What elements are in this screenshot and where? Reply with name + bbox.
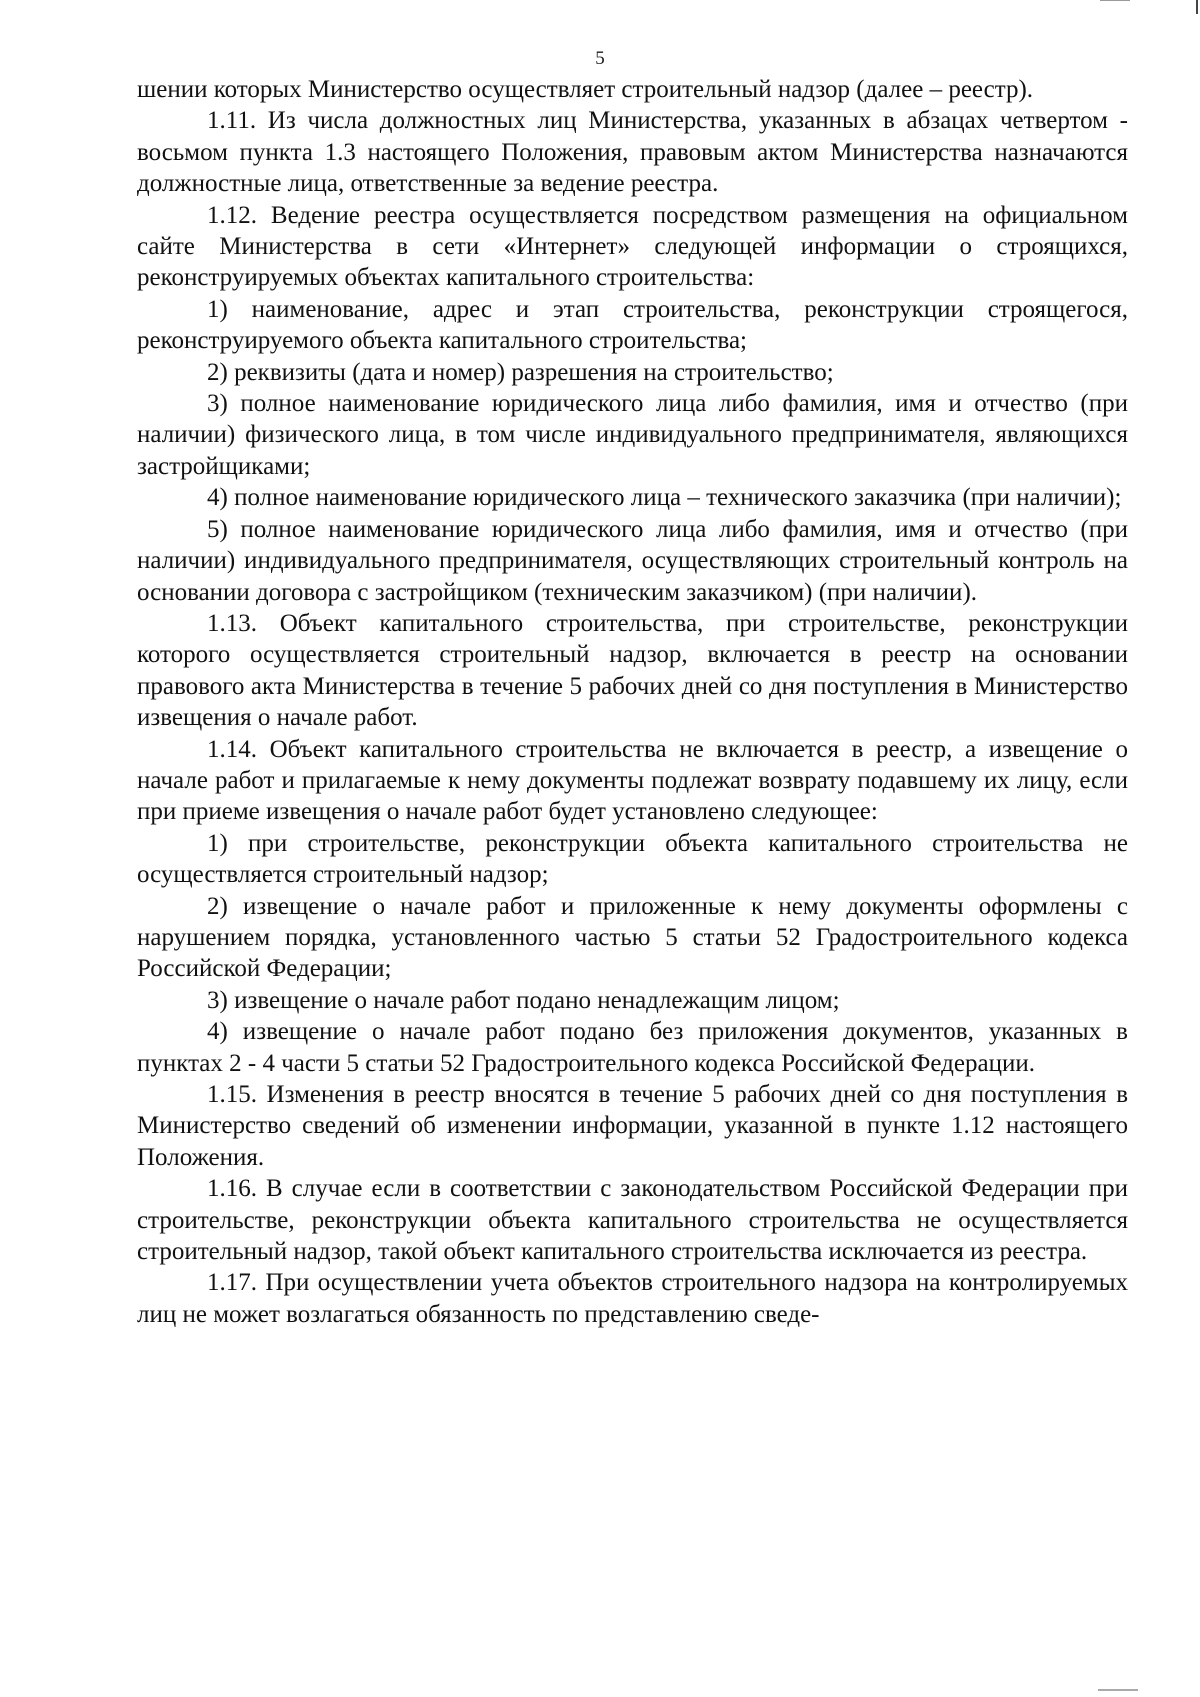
paragraph: 1.13. Объект капитального строительства, при строительстве, реконструкции которого осуществляется строительный надзор, включается в реестр на основании правового акта Министерства в течение 5 рабочих дней со дня поступления в Министерство извещения о начале работ.: [137, 609, 1128, 732]
paragraph: 4) полное наименование юридического лица – технического заказчика (при наличии);: [207, 484, 1122, 512]
paragraph: 2) извещение о начале работ и приложенные к нему документы оформлены с нарушением порядка, установленного частью 5 статьи 52 Градостроительного кодекса Российской Федерации;: [137, 892, 1128, 983]
paragraph: 5) полное наименование юридического лица либо фамилия, имя и отчество (при наличии) индивидуального предпринимателя, осуществляющих строительный контроль на основании договора с застройщиком (техническим заказчиком) (при наличии).: [137, 515, 1128, 606]
paragraph: 1.16. В случае если в соответствии с законодательством Российской Федерации при строительстве, реконструкции объекта капитального строительства не осуществляется строительный надзор, такой объект капитального строительства исключается из реестра.: [137, 1175, 1128, 1266]
paragraph: 2) реквизиты (дата и номер) разрешения на строительство;: [207, 358, 834, 386]
paragraph: 1) наименование, адрес и этап строительства, реконструкции строящегося, реконструируемого объекта капитального строительства;: [137, 295, 1128, 355]
paragraph: 1.15. Изменения в реестр вносятся в течение 5 рабочих дней со дня поступления в Министерство сведений об изменении информации, указанной в пункте 1.12 настоящего Положения.: [137, 1081, 1128, 1171]
paragraph: 1.17. При осуществлении учета объектов строительного надзора на контролируемых лиц не может возлагаться обязанность по представлению сведе-: [137, 1269, 1128, 1328]
paragraph: 1.14. Объект капитального строительства не включается в реестр, а извещение о начале работ и прилагаемые к нему документы подлежат возврату подавшему их лицу, если при приеме извещения о начале работ будет установлено следующее:: [137, 735, 1128, 826]
paragraph: 3) полное наименование юридического лица либо фамилия, имя и отчество (при наличии) физического лица, в том числе индивидуального предпринимателя, являющихся застройщиками;: [137, 390, 1128, 480]
paragraph: 4) извещение о начале работ подано без приложения документов, указанных в пунктах 2 - 4 части 5 статьи 52 Градостроительного кодекса Российской Федерации.: [137, 1018, 1128, 1077]
paragraph: 1) при строительстве, реконструкции объекта капитального строительства не осуществляется строительный надзор;: [137, 829, 1128, 889]
scan-edge-mark: [1196, 0, 1198, 14]
document-body: [137, 74, 1128, 1330]
page-number: 5: [595, 48, 605, 69]
paragraph: 1.12. Ведение реестра осуществляется посредством размещения на официальном сайте Министерства в сети «Интернет» следующей информации о строящихся, реконструируемых объектах капитального строительства:: [137, 201, 1128, 292]
scan-edge-mark: [1098, 1689, 1138, 1691]
paragraph: 1.11. Из числа должностных лиц Министерства, указанных в абзацах четвертом - восьмом пункта 1.3 настоящего Положения, правовым актом Министерства назначаются должностные лица, ответственные за ведение реестра.: [137, 107, 1128, 198]
scan-edge-mark: [1100, 0, 1130, 1]
paragraph: шении которых Министерство осуществляет строительный надзор (далее – реестр).: [137, 76, 1034, 103]
paragraph: 3) извещение о начале работ подано ненадлежащим лицом;: [207, 986, 840, 1014]
